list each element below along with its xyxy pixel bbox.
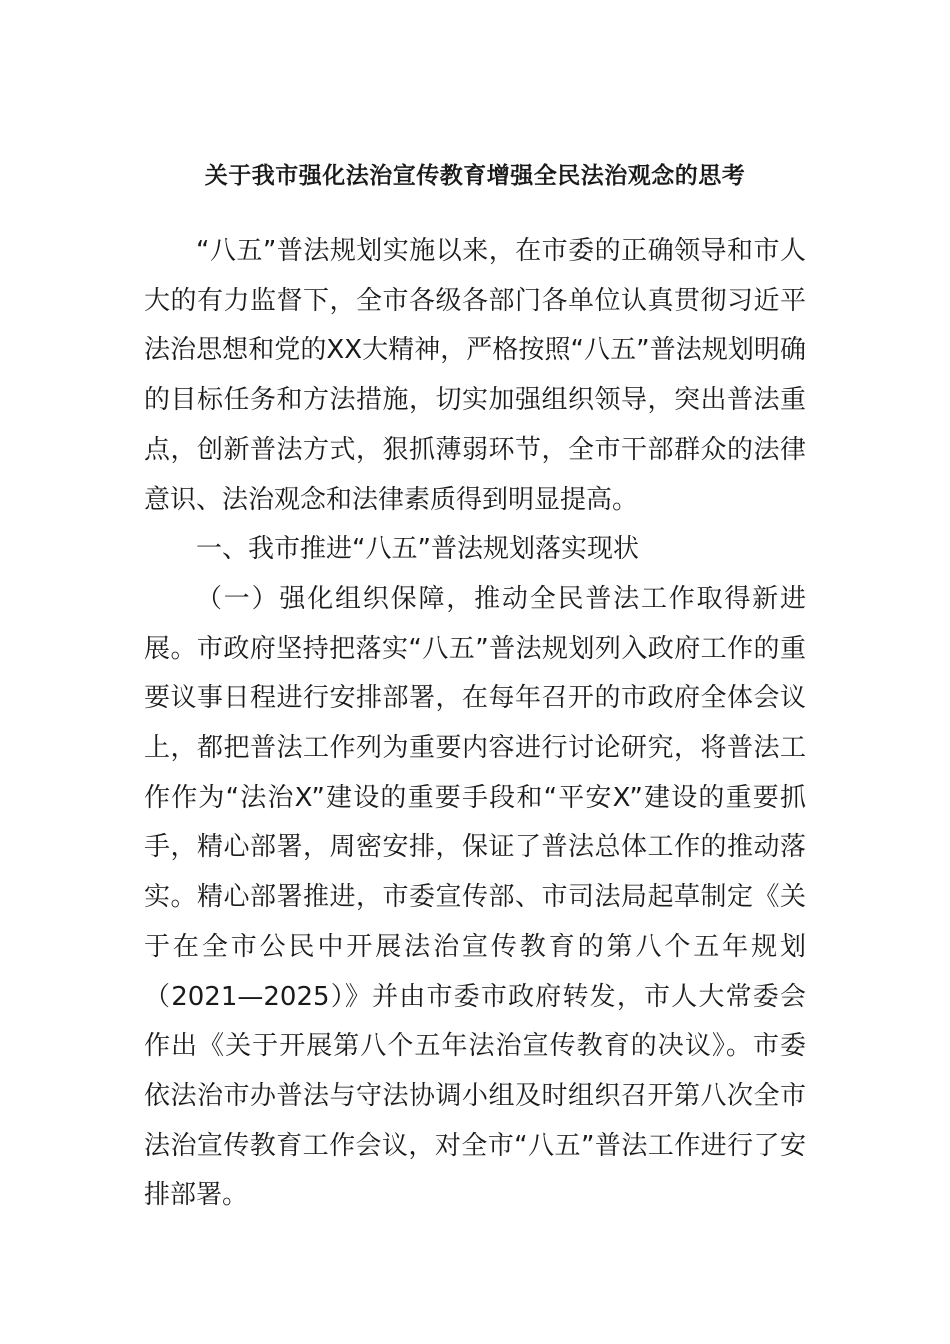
document-body xyxy=(144,227,806,1221)
section-heading: 一、我市推进“八五”普法规划落实现状 xyxy=(196,534,639,565)
intro-paragraph: “八五”普法规划实施以来，在市委的正确领导和市人大的有力监督下，全市各级各部门各单位认真贯彻习近平法治思想和党的XX大精神，严格按照“八五”普法规划明确的目标任务和方法措施，切实加强组织领导，突出普法重点，创新普法方式，狠抓薄弱环节，全市干部群众的法律意识、法治观念和法律素质得到明显提高。 xyxy=(144,236,806,515)
document-title: 关于我市强化法治宣传教育增强全民法治观念的思考 xyxy=(204,163,746,189)
subsection-paragraph: （一）强化组织保障，推动全民普法工作取得新进展。市政府坚持把落实“八五”普法规划列入政府工作的重要议事日程进行安排部署，在每年召开的市政府全体会议上，都把普法工作列为重要内容进行讨论研究，将普法工作作为“法治X”建设的重要手段和“平安X”建设的重要抓手，精心部署，周密安排，保证了普法总体工作的推动落实。精心部署推进，市委宣传部、市司法局起草制定《关于在全市公民中开展法治宣传教育的第八个五年规划（2021—2025）》并由市委市政府转发，市人大常委会作出《关于开展第八个五年法治宣传教育的决议》。市委依法治市办普法与守法协调小组及时组织召开第八次全市法治宣传教育工作会议，对全市“八五”普法工作进行了安排部署。 xyxy=(144,583,806,1211)
